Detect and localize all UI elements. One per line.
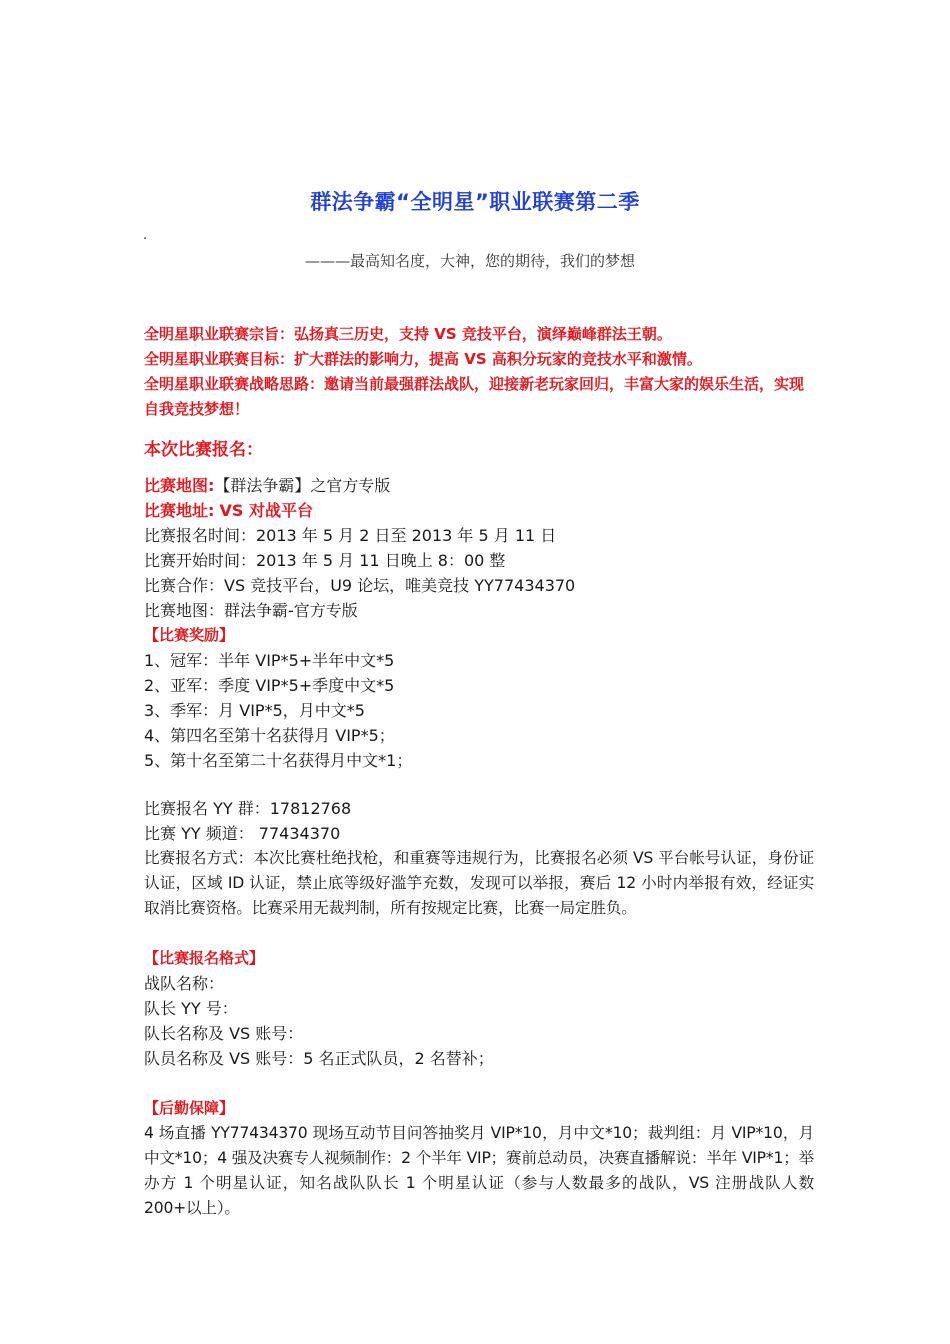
mission-block: [144, 322, 814, 422]
address-line: [144, 498, 814, 523]
map-info: 比赛地图：群法争霸-官方专版: [144, 601, 358, 620]
mission-purpose: 全明星职业联赛宗旨：弘扬真三历史，支持 VS 竞技平台，演绎巅峰群法王朝。: [144, 325, 672, 343]
yy-info: [144, 796, 814, 921]
start-time: 比赛开始时间：2013 年 5 月 11 日晚上 8：00 整: [144, 551, 506, 570]
logistics-heading: 【后勤保障】: [144, 1099, 235, 1117]
address-value: VS 对战平台: [219, 501, 313, 520]
format-field: 队长 YY 号：: [144, 999, 238, 1018]
cooperation: 比赛合作：VS 竞技平台，U9 论坛，唯美竞技 YY77434370: [144, 576, 576, 595]
registration-details: [144, 473, 814, 773]
format-block: [144, 946, 814, 1071]
rules-paragraph: 比赛报名方式：本次比赛杜绝找枪，和重赛等违规行为，比赛报名必须 VS 平台帐号认证，身份证认证，区域 ID 认证，禁止底等级好滥竽充数，发现可以举报，赛后 12 小时内举报有效，经证实取消比赛资格。比赛采用无裁判制，所有按规定比赛，比赛一局定胜负。: [144, 849, 814, 917]
format-field: 队长名称及 VS 账号：: [144, 1024, 304, 1043]
reward-item: 3、季军：月 VIP*5，月中文*5: [144, 701, 365, 720]
map-value: 【群法争霸】之官方专版: [214, 476, 391, 495]
yy-group: 比赛报名 YY 群：17812768: [144, 799, 352, 818]
stray-dot: .: [143, 228, 148, 243]
format-heading: 【比赛报名格式】: [144, 949, 265, 967]
mission-strategy: 全明星职业联赛战略思路：邀请当前最强群法战队，迎接新老玩家回归，丰富大家的娱乐生活，实现自我竞技梦想！: [144, 375, 805, 418]
reward-item: 4、第四名至第十名获得月 VIP*5；: [144, 726, 395, 745]
logistics-paragraph: 4 场直播 YY77434370 现场互动节目问答抽奖月 VIP*10，月中文*10；裁判组：月 VIP*10，月中文*10；4 强及决赛专人视频制作：2 个半年 VIP；赛前总动员，决赛直播解说：半年 VIP*1；举办方 1 个明星认证，知名战队队长 1 个明星认证（参与人数最多的战队，VS 注册战队人数 200+以上）。: [144, 1124, 814, 1217]
reward-item: 5、第十名至第二十名获得月中文*1；: [144, 751, 413, 770]
rewards-heading: 【比赛奖励】: [144, 626, 235, 644]
map-label: 比赛地图:: [144, 476, 215, 495]
address-label: 比赛地址:: [144, 501, 215, 520]
yy-channel: 比赛 YY 频道： 77434370: [144, 824, 341, 843]
reward-item: 1、冠军：半年 VIP*5+半年中文*5: [144, 651, 395, 670]
registration-heading: 本次比赛报名：: [144, 440, 263, 460]
mission-goal: 全明星职业联赛目标：扩大群法的影响力，提高 VS 高积分玩家的竞技水平和激情。: [144, 350, 702, 368]
document-subtitle: ———最高知名度，大神，您的期待，我们的梦想: [304, 252, 635, 270]
registration-time: 比赛报名时间：2013 年 5 月 2 日至 2013 年 5 月 11 日: [144, 526, 557, 545]
reward-item: 2、亚军：季度 VIP*5+季度中文*5: [144, 676, 395, 695]
format-field: 战队名称：: [144, 974, 225, 993]
document-title: 群法争霸“全明星”职业联赛第二季: [310, 190, 640, 214]
format-field: 队员名称及 VS 账号：5 名正式队员，2 名替补；: [144, 1049, 494, 1068]
logistics-block: [144, 1096, 814, 1221]
map-line: [144, 473, 814, 498]
